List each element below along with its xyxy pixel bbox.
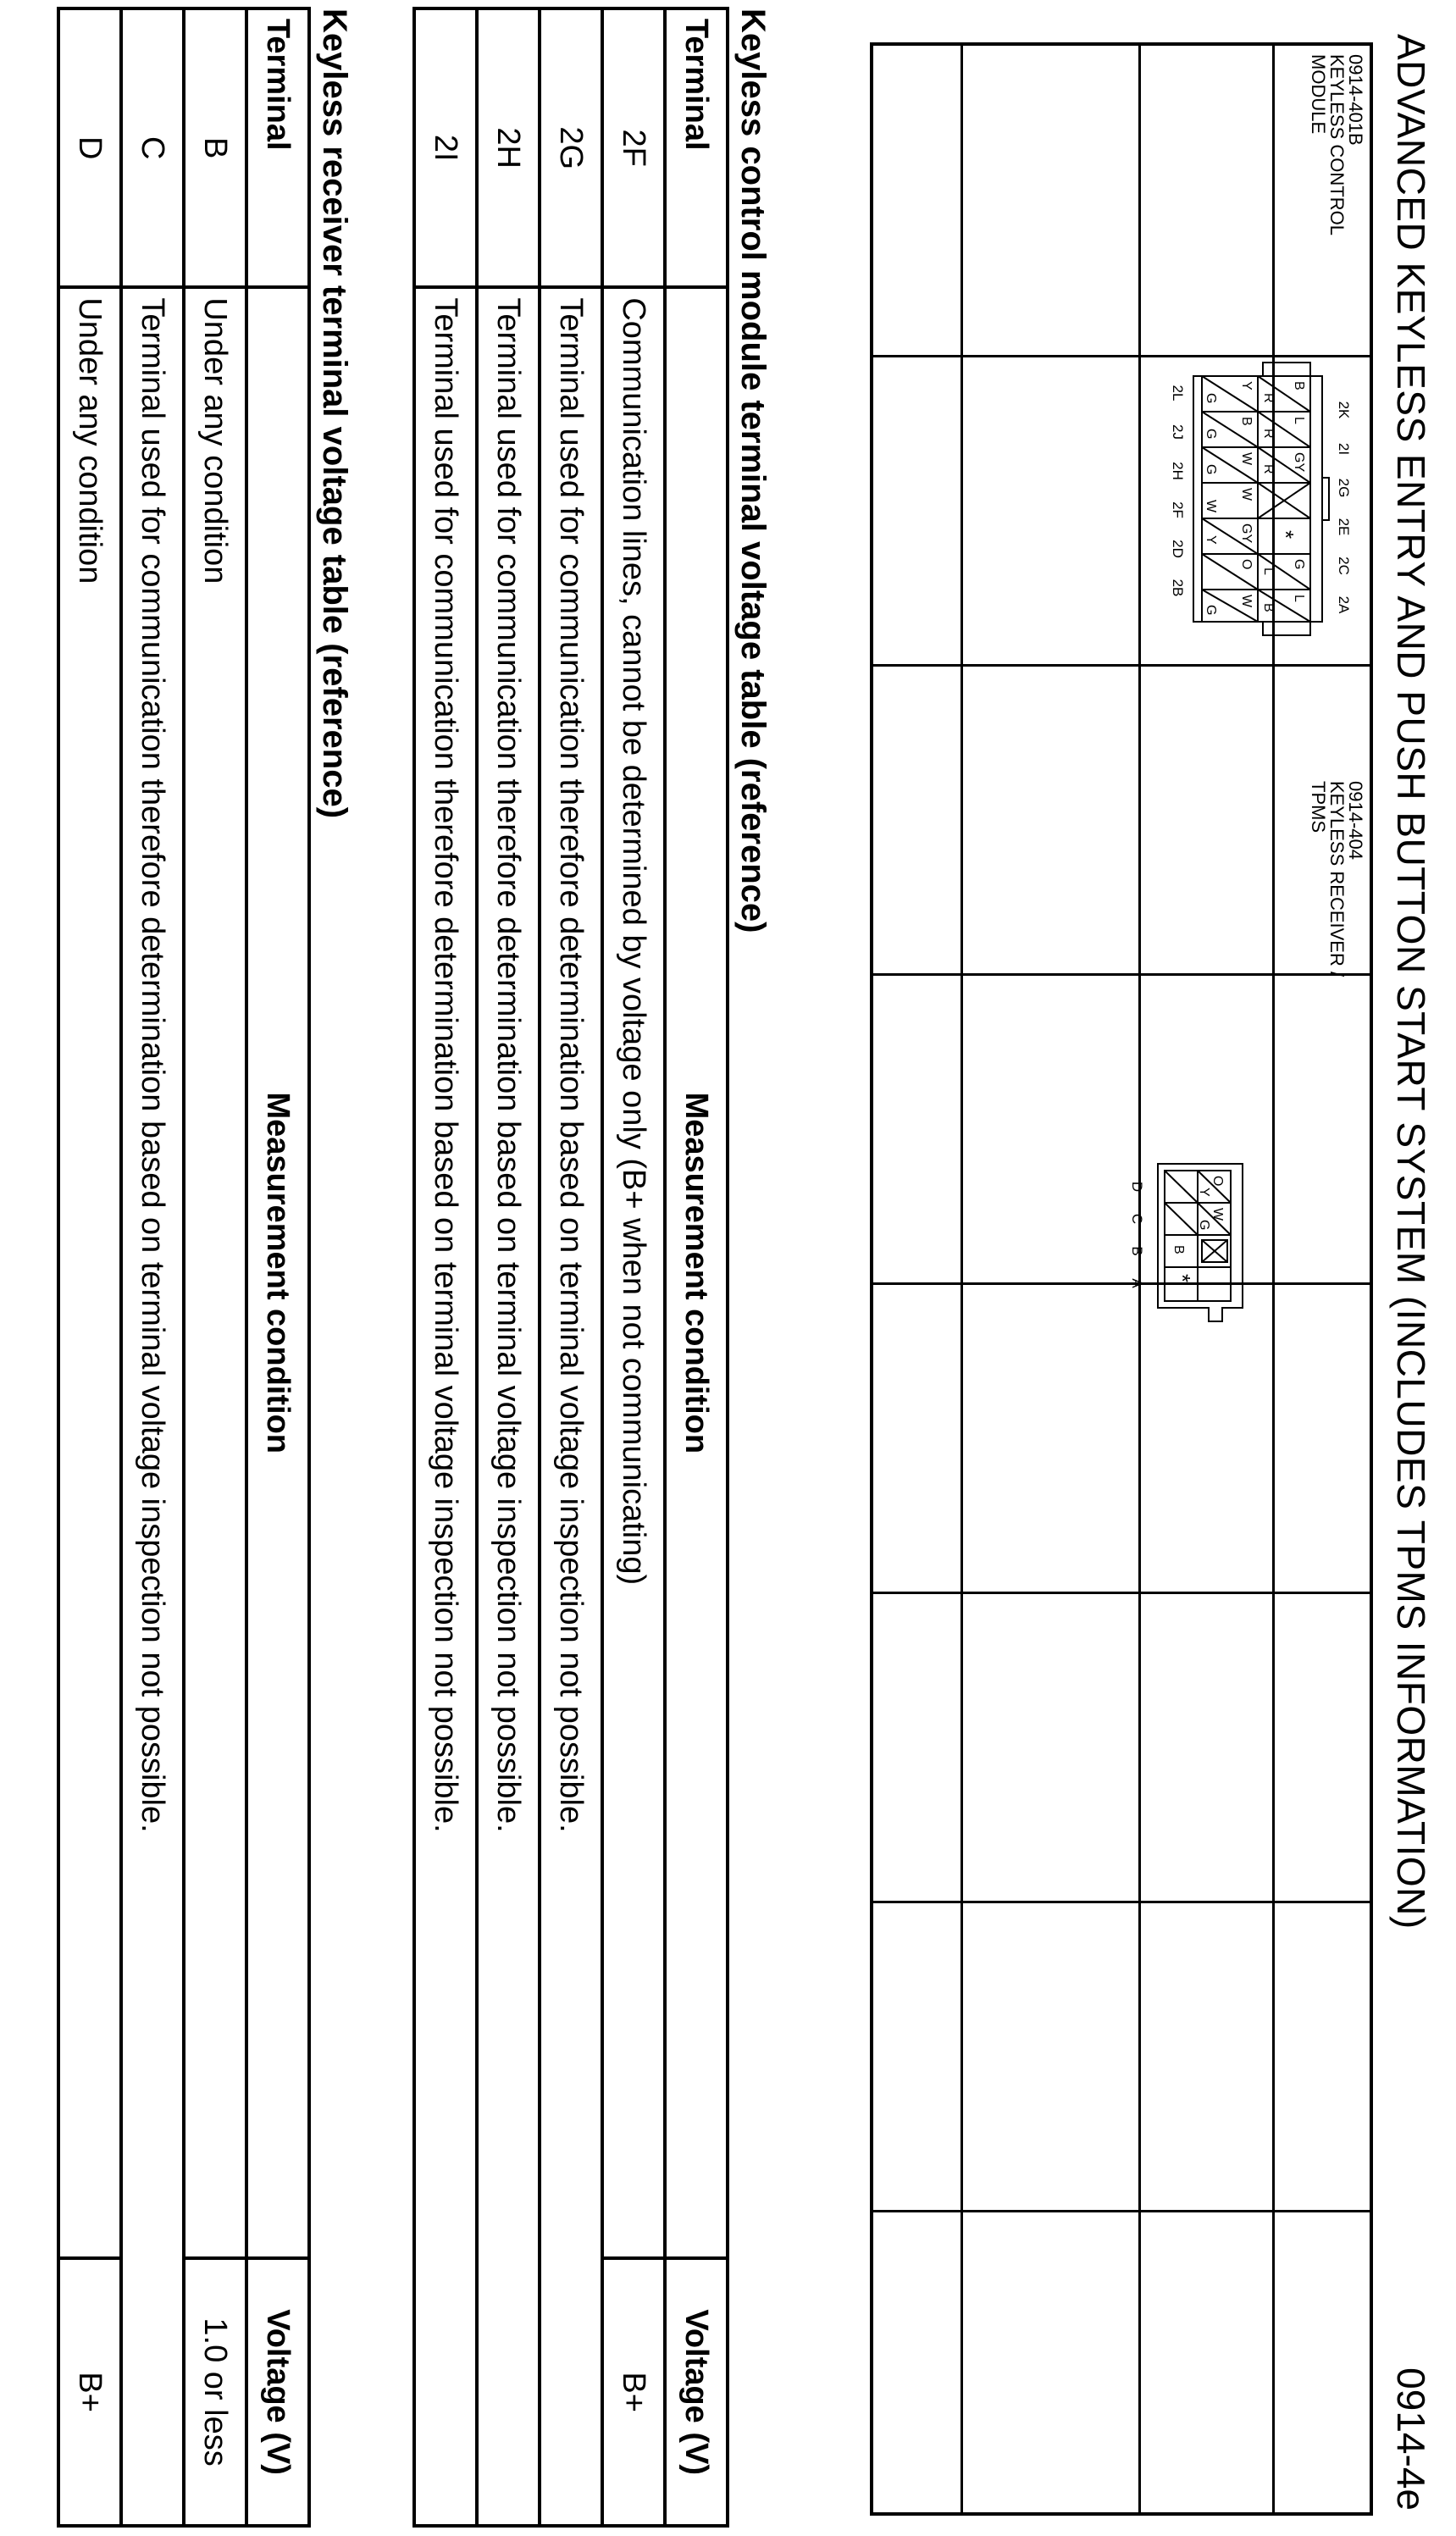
pin-label: 2J xyxy=(1170,424,1186,440)
pin-label: 2I xyxy=(1336,442,1352,456)
pin-label: 2C xyxy=(1336,556,1352,575)
wire-color: L xyxy=(1261,568,1276,575)
grid-col-divider xyxy=(873,2210,1370,2212)
terminal-cell: C xyxy=(121,8,184,287)
wire-color: W xyxy=(1239,595,1254,608)
wire-color: R xyxy=(1261,393,1276,403)
keyless-module-connector-diagram xyxy=(1126,351,1363,689)
wire-color: R xyxy=(1261,464,1276,474)
connector-svg xyxy=(1107,1147,1259,1367)
wire-color: Y xyxy=(1239,381,1254,390)
table-header-row xyxy=(246,8,309,2526)
keyless-module-table-title: Keyless control module terminal voltage table (reference) xyxy=(734,8,772,933)
page-title: ADVANCED KEYLESS ENTRY AND PUSH BUTTON START SYSTEM (INCLUDES TPMS INFORMATION) xyxy=(1389,34,1433,1930)
wire-color: * xyxy=(1170,1274,1195,1283)
pin-label: D xyxy=(1129,1181,1145,1193)
pin-label: 2B xyxy=(1170,579,1186,597)
terminal-cell: 2F xyxy=(602,8,665,287)
grid-row-divider xyxy=(961,46,963,2512)
condition-header: Measurement condition xyxy=(246,287,309,2258)
wire-color: O xyxy=(1210,1176,1225,1187)
pin-label: A xyxy=(1129,1278,1145,1288)
wire-color: Y xyxy=(1197,1188,1211,1197)
wire-color: B xyxy=(1171,1245,1186,1254)
condition-cell: Terminal used for communication therefore determination based on terminal voltage inspection not possible. xyxy=(477,287,540,2526)
grid-col-divider xyxy=(873,973,1370,976)
terminal-header: Terminal xyxy=(246,8,309,287)
wire-color: G xyxy=(1292,559,1306,570)
table-row xyxy=(540,8,602,2526)
pin-label: 2G xyxy=(1336,478,1352,498)
pin-label: 2D xyxy=(1170,540,1186,558)
table-row xyxy=(58,8,121,2526)
wire-color: L xyxy=(1292,595,1306,602)
pin-label: 2K xyxy=(1336,401,1352,419)
voltage-cell: 1.0 or less xyxy=(184,2258,246,2526)
table-header-row xyxy=(665,8,728,2526)
wire-color: B xyxy=(1239,417,1254,426)
receiver-voltage-table xyxy=(57,7,311,2528)
wire-color: G xyxy=(1204,464,1218,475)
wire-color: * xyxy=(1273,530,1298,540)
connector-code: 0914-404 xyxy=(1345,781,1366,860)
keyless-receiver-connector-diagram xyxy=(1107,1147,1259,1367)
wire-color: G xyxy=(1204,393,1218,404)
wire-color: G xyxy=(1204,429,1218,440)
voltage-header: Voltage (V) xyxy=(246,2258,309,2526)
wire-color: W xyxy=(1210,1208,1225,1221)
table-row xyxy=(121,8,184,2526)
terminal-header: Terminal xyxy=(665,8,728,287)
terminal-cell: 2I xyxy=(414,8,477,287)
wire-color: O xyxy=(1239,559,1254,570)
connector-latch xyxy=(1322,478,1329,520)
table-row xyxy=(184,8,246,2526)
wire-color: W xyxy=(1239,488,1254,501)
pin-label: 2F xyxy=(1170,501,1186,518)
wire-color: B xyxy=(1261,603,1276,612)
connector-grid xyxy=(870,42,1373,2516)
wire-color: R xyxy=(1261,429,1276,439)
connector-name-line: KEYLESS CONTROL xyxy=(1326,54,1348,235)
wire-color: GY xyxy=(1239,523,1254,544)
wire-color: W xyxy=(1204,500,1218,513)
connector-name-line: KEYLESS RECEIVER / xyxy=(1326,781,1348,977)
table-row xyxy=(602,8,665,2526)
grid-col-divider xyxy=(873,1592,1370,1594)
connector-label xyxy=(1309,781,1365,977)
table-row xyxy=(477,8,540,2526)
table-row xyxy=(414,8,477,2526)
connector-name-line: TPMS xyxy=(1308,781,1329,833)
pin-label: C xyxy=(1129,1213,1145,1225)
terminal-cell: D xyxy=(58,8,121,287)
condition-cell: Under any condition xyxy=(58,287,121,2258)
condition-cell: Under any condition xyxy=(184,287,246,2258)
connector-svg xyxy=(1126,351,1363,689)
voltage-header: Voltage (V) xyxy=(665,2258,728,2526)
condition-cell: Terminal used for communication therefore determination based on terminal voltage inspection not possible. xyxy=(540,287,602,2526)
voltage-cell: B+ xyxy=(58,2258,121,2526)
connector-name-line: MODULE xyxy=(1308,54,1329,135)
wire-color: Y xyxy=(1204,535,1218,545)
condition-header: Measurement condition xyxy=(665,287,728,2258)
wire-color: G xyxy=(1197,1220,1211,1231)
keyless-module-voltage-table xyxy=(412,7,729,2528)
condition-cell: Terminal used for communication therefore determination based on terminal voltage inspection not possible. xyxy=(121,287,184,2526)
pin-label: 2E xyxy=(1336,518,1352,536)
wire-color: W xyxy=(1239,452,1254,466)
wire-color: L xyxy=(1292,417,1306,424)
condition-cell: Terminal used for communication therefore determination based on terminal voltage inspection not possible. xyxy=(414,287,477,2526)
grid-col-divider xyxy=(873,1901,1370,1903)
voltage-cell: B+ xyxy=(602,2258,665,2526)
pin-label: 2L xyxy=(1170,385,1186,401)
pin-label: 2A xyxy=(1336,595,1352,614)
terminal-cell: 2G xyxy=(540,8,602,287)
pin-label: B xyxy=(1129,1246,1145,1256)
connector-code: 0914-401B xyxy=(1345,54,1366,146)
pin-label: 2H xyxy=(1170,462,1186,480)
terminal-cell: 2H xyxy=(477,8,540,287)
wire-color: GY xyxy=(1292,452,1306,473)
receiver-table-title: Keyless receiver terminal voltage table (reference) xyxy=(316,8,353,819)
page-code: 0914-4e xyxy=(1389,2367,1433,2511)
connector-label xyxy=(1309,54,1365,235)
wire-color: G xyxy=(1204,605,1218,616)
condition-cell: Communication lines, cannot be determined by voltage only (B+ when not communicating) xyxy=(602,287,665,2258)
terminal-cell: B xyxy=(184,8,246,287)
wire-color: B xyxy=(1292,381,1306,390)
